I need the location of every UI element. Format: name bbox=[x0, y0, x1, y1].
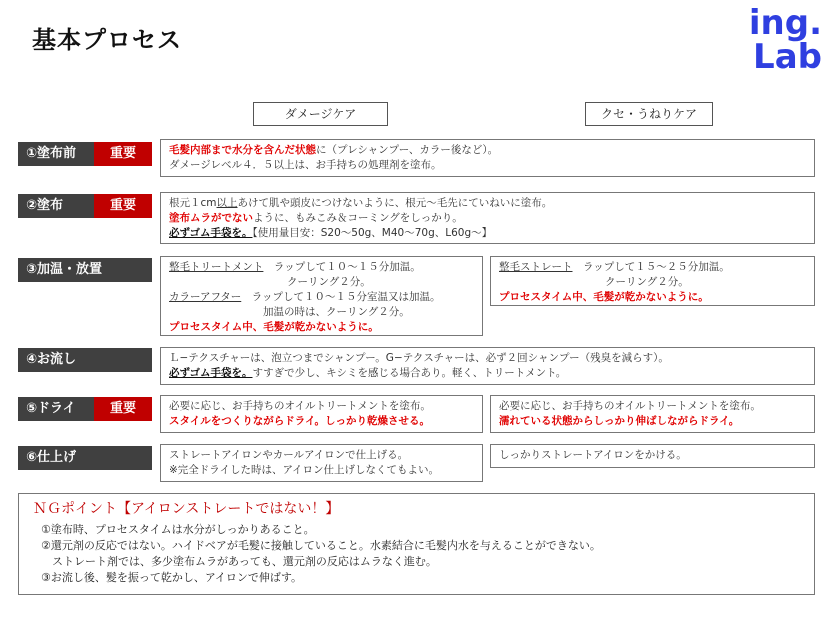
treatment-name: 整毛トリートメント bbox=[169, 261, 264, 273]
step-5-right-emphasis: 濡れている状態からしっかり伸ばしながらドライ。 bbox=[499, 415, 740, 427]
ng-points-title: ＮＧポイント【アイロンストレートではない！】 bbox=[33, 501, 340, 517]
step-label-5: ⑤ドライ bbox=[18, 397, 94, 421]
step-3-left-emphasis: プロセスタイム中、毛髪が乾かないように。 bbox=[169, 321, 379, 333]
straight-name: 整毛ストレート bbox=[499, 261, 573, 273]
step-2-line-1 bbox=[169, 196, 806, 211]
ng-point-2-note: ストレート剤では、多少塗布ムラがあっても、還元剤の反応はムラなく進む。 bbox=[41, 555, 437, 568]
step-1-line-1-rest: に（プレシャンプー、カラー後など）。 bbox=[316, 144, 499, 156]
step-1-line-1 bbox=[169, 143, 806, 158]
step-5-left-emphasis: スタイルをつくりながらドライ。しっかり乾燥させる。 bbox=[169, 415, 431, 427]
ng-points-box bbox=[18, 493, 815, 595]
step-3-left-line-1 bbox=[169, 260, 474, 275]
step-3-right-line-1-rest: ラップして１５〜２５分加温。 bbox=[572, 261, 730, 273]
ng-point-2: ②還元剤の反応ではない。ハイドベアが毛髪に接触していること。水素結合に毛髪内水を与えることができない。 bbox=[41, 539, 601, 552]
step-3-left-line-1-rest: ラップして１０〜１５分加温。 bbox=[263, 261, 421, 273]
step-2-line-2 bbox=[169, 211, 806, 226]
important-badge-2: 重要 bbox=[94, 194, 152, 218]
logo-line2: Lab bbox=[753, 37, 822, 77]
ng-point-1: ①塗布時、プロセスタイムは水分がしっかりあること。 bbox=[41, 523, 315, 536]
important-badge-5: 重要 bbox=[94, 397, 152, 421]
step-3-right-emphasis: プロセスタイム中、毛髪が乾かないように。 bbox=[499, 291, 709, 303]
step-2-line-2-rest: ように、もみこみ＆コーミングをしっかり。 bbox=[253, 212, 463, 224]
step-3-left-line-3 bbox=[169, 290, 474, 305]
step-2-line-1-d: あけて肌や頭皮につけないように、根元〜毛先にていねいに塗布。 bbox=[237, 197, 553, 209]
step-3-left-line-3-rest: ラップして１０〜１５分室温又は加温。 bbox=[241, 291, 441, 303]
step-label-3: ③加温・放置 bbox=[18, 258, 152, 282]
step-6-left-line-2: ※完全ドライした時は、アイロン仕上げしなくてもよい。 bbox=[169, 464, 440, 476]
step-3-left-line-4: 加温の時は、クーリング２分。 bbox=[263, 306, 410, 318]
step-5-right-line-1: 必要に応じ、お手持ちのオイルトリートメントを塗布。 bbox=[499, 400, 761, 412]
step-2-usage: 【使用量目安：S20〜50g、M40〜70g、L60g〜】 bbox=[252, 227, 493, 239]
step-2-emphasis: 塗布ムラがでない bbox=[169, 212, 253, 224]
ing-lab-logo bbox=[730, 3, 822, 77]
step-2-line-1-b: cm bbox=[200, 197, 217, 209]
step-2-line-1-a: 根元１ bbox=[169, 197, 201, 209]
column-header-damage-care: ダメージケア bbox=[253, 102, 388, 126]
step-4-line-1: Ｌ−テクスチャーは、泡立つまでシャンプー。G−テクスチャーは、必ず２回シャンプー（残臭を減らす）。 bbox=[169, 352, 669, 364]
step-6-damage-box bbox=[160, 444, 483, 482]
step-2-line-3 bbox=[169, 226, 806, 241]
step-3-left-line-2: クーリング２分。 bbox=[287, 276, 371, 288]
step-5-kuse-box bbox=[490, 395, 815, 433]
important-badge-1: 重要 bbox=[94, 142, 152, 166]
page-title: 基本プロセス bbox=[32, 26, 182, 54]
step-6-kuse-box bbox=[490, 444, 815, 468]
step-label-4: ④お流し bbox=[18, 348, 152, 372]
step-3-kuse-box bbox=[490, 256, 815, 306]
step-5-damage-box bbox=[160, 395, 483, 433]
step-4-box bbox=[160, 347, 815, 385]
step-label-1: ①塗布前 bbox=[18, 142, 94, 166]
step-5-left-line-1: 必要に応じ、お手持ちのオイルトリートメントを塗布。 bbox=[169, 400, 431, 412]
step-2-box bbox=[160, 192, 815, 244]
step-2-line-1-c: 以上 bbox=[216, 197, 238, 209]
step-3-damage-box bbox=[160, 256, 483, 336]
step-1-emphasis: 毛髪内部まで水分を含んだ状態 bbox=[169, 144, 316, 156]
step-4-line-2-rest: すすぎで少し、キシミを感じる場合あり。軽く、トリートメント。 bbox=[252, 367, 567, 379]
step-6-right-line-1: しっかりストレートアイロンをかける。 bbox=[499, 449, 687, 461]
step-1-box bbox=[160, 139, 815, 177]
ng-points-list bbox=[41, 522, 601, 586]
step-4-gloves: 必ずゴム手袋を。 bbox=[169, 367, 253, 379]
step-2-gloves: 必ずゴム手袋を。 bbox=[169, 227, 253, 239]
step-3-right-line-2: クーリング２分。 bbox=[605, 276, 689, 288]
ng-point-3: ③お流し後、髪を振って乾かし、アイロンで伸ばす。 bbox=[41, 571, 302, 584]
step-1-line-2: ダメージレベル４．５以上は、お手持ちの処理剤を塗布。 bbox=[169, 159, 442, 171]
column-header-kuse-care: クセ・うねりケア bbox=[585, 102, 713, 126]
step-6-left-line-1: ストレートアイロンやカールアイロンで仕上げる。 bbox=[169, 449, 409, 461]
step-label-6: ⑥仕上げ bbox=[18, 446, 152, 470]
step-label-2: ②塗布 bbox=[18, 194, 94, 218]
color-after-name: カラーアフター bbox=[169, 291, 242, 303]
logo-line1: ing. bbox=[748, 3, 822, 43]
step-4-line-2 bbox=[169, 366, 806, 381]
step-3-right-line-1 bbox=[499, 260, 806, 275]
